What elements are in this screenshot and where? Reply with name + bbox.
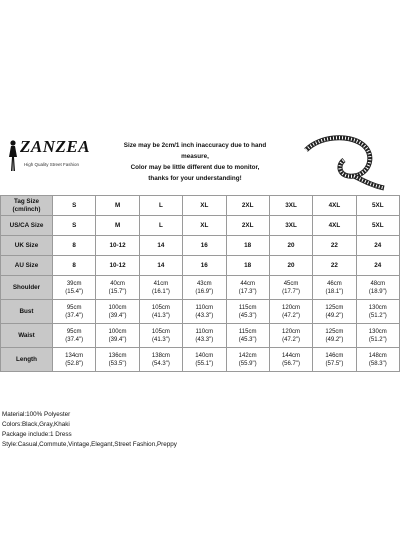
size-cell: 18 xyxy=(226,236,269,256)
inch-value: (47.2") xyxy=(282,312,300,319)
size-cell: 4XL xyxy=(313,216,356,236)
measurement-row xyxy=(1,300,400,324)
measurement-cell xyxy=(53,324,96,348)
row-label: Tag Size (cm/inch) xyxy=(1,196,53,216)
inch-value: (17.7") xyxy=(282,288,300,295)
row-label: Waist xyxy=(1,324,53,348)
inch-value: (16.1") xyxy=(152,288,170,295)
measurement-cell xyxy=(226,276,269,300)
cm-value: 125cm xyxy=(325,328,344,335)
measurement-cell xyxy=(313,348,356,372)
cm-value: 138cm xyxy=(151,352,170,359)
size-cell: 8 xyxy=(53,256,96,276)
measurement-cell xyxy=(183,276,226,300)
size-cell: S xyxy=(53,216,96,236)
row-label: Length xyxy=(1,348,53,372)
size-cell: XL xyxy=(183,216,226,236)
header xyxy=(0,120,400,200)
size-cell: 20 xyxy=(269,256,312,276)
inch-value: (41.3") xyxy=(152,312,170,319)
size-cell: 14 xyxy=(139,256,182,276)
inch-value: (41.3") xyxy=(152,336,170,343)
inch-value: (16.9") xyxy=(195,288,214,295)
product-info xyxy=(2,410,177,450)
measuring-tape-icon xyxy=(300,130,390,192)
measurement-cell xyxy=(269,276,312,300)
inch-value: (37.4") xyxy=(65,312,84,319)
size-chart-table xyxy=(0,195,400,372)
size-cell: 20 xyxy=(269,236,312,256)
size-cell: 10-12 xyxy=(96,256,139,276)
cm-value: 142cm xyxy=(238,352,257,359)
notice-line: Size may be 2cm/1 inch inaccuracy due to hand measure, xyxy=(123,142,267,160)
cm-value: 39cm xyxy=(66,280,82,287)
cm-value: 146cm xyxy=(325,352,344,359)
measurement-row xyxy=(1,324,400,348)
cm-value: 105cm xyxy=(151,304,170,311)
size-cell: 10-12 xyxy=(96,236,139,256)
cm-value: 43cm xyxy=(196,280,212,287)
size-notice xyxy=(110,140,280,184)
cm-value: 130cm xyxy=(368,304,387,311)
cm-value: 130cm xyxy=(368,328,387,335)
size-cell: 4XL xyxy=(313,196,356,216)
measurement-cell xyxy=(96,324,139,348)
inch-value: (57.5") xyxy=(325,360,344,367)
size-cell: 18 xyxy=(226,256,269,276)
brand-tagline: High Quality Street Fashion xyxy=(24,162,80,167)
size-row xyxy=(1,196,400,216)
inch-value: (45.3") xyxy=(238,312,257,319)
size-cell: XL xyxy=(183,196,226,216)
cm-value: 144cm xyxy=(282,352,301,359)
cm-value: 48cm xyxy=(370,280,386,287)
row-label: UK Size xyxy=(1,236,53,256)
cm-value: 95cm xyxy=(66,328,82,335)
inch-value: (55.9") xyxy=(238,360,257,367)
measurement-cell xyxy=(356,300,399,324)
cm-value: 125cm xyxy=(325,304,344,311)
measurement-cell xyxy=(183,348,226,372)
measurement-cell xyxy=(313,300,356,324)
inch-value: (17.3") xyxy=(238,288,257,295)
inch-value: (49.2") xyxy=(325,336,344,343)
cm-value: 44cm xyxy=(240,280,256,287)
cm-value: 120cm xyxy=(282,304,301,311)
cm-value: 120cm xyxy=(282,328,301,335)
inch-value: (54.3") xyxy=(152,360,170,367)
material-text: Material:100% Polyester xyxy=(2,411,71,418)
cm-value: 148cm xyxy=(368,352,387,359)
cm-value: 100cm xyxy=(108,304,127,311)
notice-line: thanks for your understanding! xyxy=(148,175,242,182)
size-cell: 5XL xyxy=(356,196,399,216)
size-row xyxy=(1,216,400,236)
size-cell: M xyxy=(96,216,139,236)
row-label: AU Size xyxy=(1,256,53,276)
measurement-cell xyxy=(183,324,226,348)
style-text: Style:Casual,Commute,Vintage,Elegant,Street Fashion,Preppy xyxy=(2,441,177,448)
size-cell: 16 xyxy=(183,236,226,256)
row-label: US/CA Size xyxy=(1,216,53,236)
inch-value: (39.4") xyxy=(108,336,127,343)
measurement-cell xyxy=(226,324,269,348)
inch-value: (15.4") xyxy=(65,288,84,295)
measurement-cell xyxy=(269,324,312,348)
cm-value: 95cm xyxy=(66,304,82,311)
size-cell: 16 xyxy=(183,256,226,276)
cm-value: 110cm xyxy=(195,304,214,311)
inch-value: (52.8") xyxy=(65,360,84,367)
model-silhouette-icon xyxy=(6,139,20,173)
inch-value: (47.2") xyxy=(282,336,300,343)
measurement-cell xyxy=(356,324,399,348)
measurement-cell xyxy=(96,276,139,300)
size-cell: 2XL xyxy=(226,216,269,236)
size-cell: 14 xyxy=(139,236,182,256)
size-cell: M xyxy=(96,196,139,216)
brand-logo xyxy=(6,135,101,185)
notice-line: Color may be little different due to monitor, xyxy=(130,164,260,171)
cm-value: 100cm xyxy=(108,328,127,335)
size-cell: 3XL xyxy=(269,216,312,236)
cm-value: 46cm xyxy=(327,280,342,287)
measurement-cell xyxy=(96,300,139,324)
size-row xyxy=(1,256,400,276)
inch-value: (56.7") xyxy=(282,360,300,367)
inch-value: (18.9") xyxy=(368,288,387,295)
measurement-cell xyxy=(96,348,139,372)
measurement-cell xyxy=(269,300,312,324)
measurement-cell xyxy=(269,348,312,372)
inch-value: (45.3") xyxy=(238,336,257,343)
inch-value: (58.3") xyxy=(368,360,387,367)
measurement-cell xyxy=(226,348,269,372)
size-row xyxy=(1,236,400,256)
row-label: Shoulder xyxy=(1,276,53,300)
measurement-row xyxy=(1,348,400,372)
size-cell: 22 xyxy=(313,236,356,256)
size-cell: L xyxy=(139,196,182,216)
measurement-cell xyxy=(53,276,96,300)
inch-value: (43.3") xyxy=(195,312,214,319)
size-cell: 5XL xyxy=(356,216,399,236)
inch-value: (53.5") xyxy=(108,360,127,367)
size-cell: 2XL xyxy=(226,196,269,216)
cm-value: 110cm xyxy=(195,328,214,335)
size-cell: 22 xyxy=(313,256,356,276)
measurement-cell xyxy=(313,324,356,348)
measurement-cell xyxy=(139,324,182,348)
inch-value: (39.4") xyxy=(108,312,127,319)
measurement-cell xyxy=(226,300,269,324)
size-cell: S xyxy=(53,196,96,216)
inch-value: (51.2") xyxy=(368,336,387,343)
measurement-cell xyxy=(53,300,96,324)
cm-value: 136cm xyxy=(108,352,127,359)
measurement-cell xyxy=(356,276,399,300)
size-cell: 24 xyxy=(356,236,399,256)
measurement-cell xyxy=(356,348,399,372)
measurement-cell xyxy=(183,300,226,324)
measurement-cell xyxy=(139,348,182,372)
cm-value: 105cm xyxy=(151,328,170,335)
brand-name: ZANZEA xyxy=(20,137,91,156)
cm-value: 115cm xyxy=(238,304,257,311)
cm-value: 41cm xyxy=(153,280,169,287)
size-cell: L xyxy=(139,216,182,236)
measurement-cell xyxy=(53,348,96,372)
cm-value: 140cm xyxy=(195,352,214,359)
measurement-row xyxy=(1,276,400,300)
inch-value: (37.4") xyxy=(65,336,84,343)
inch-value: (49.2") xyxy=(325,312,344,319)
measurement-cell xyxy=(313,276,356,300)
inch-value: (43.3") xyxy=(195,336,214,343)
size-cell: 3XL xyxy=(269,196,312,216)
size-cell: 8 xyxy=(53,236,96,256)
row-label: Bust xyxy=(1,300,53,324)
cm-value: 40cm xyxy=(110,280,125,287)
inch-value: (18.1") xyxy=(325,288,344,295)
inch-value: (51.2") xyxy=(368,312,387,319)
cm-value: 115cm xyxy=(238,328,257,335)
inch-value: (55.1") xyxy=(195,360,214,367)
size-cell: 24 xyxy=(356,256,399,276)
cm-value: 45cm xyxy=(283,280,299,287)
colors-text: Colors:Black,Gray,Khaki xyxy=(2,421,70,428)
measurement-cell xyxy=(139,300,182,324)
package-text: Package include:1 Dress xyxy=(2,431,72,438)
measurement-cell xyxy=(139,276,182,300)
inch-value: (15.7") xyxy=(108,288,127,295)
cm-value: 134cm xyxy=(65,352,84,359)
